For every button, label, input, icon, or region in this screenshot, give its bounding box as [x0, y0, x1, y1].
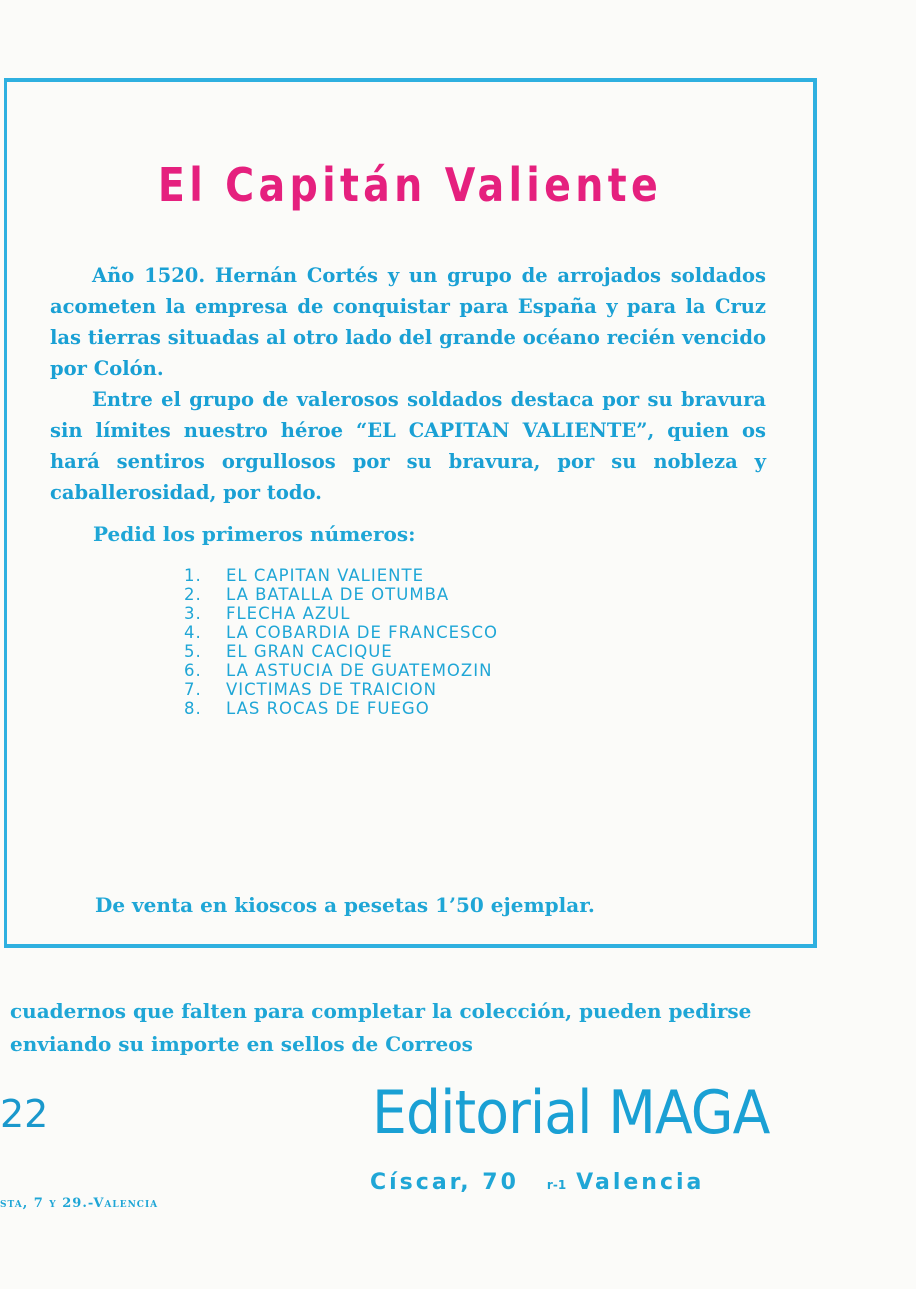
issue-title: VICTIMAS DE TRAICION: [226, 680, 437, 699]
printer-address: sta, 7 y 29.-Valencia: [0, 1196, 159, 1211]
order-heading: Pedid los primeros números:: [93, 522, 416, 546]
publisher-address: [370, 1170, 704, 1195]
issue-title: EL CAPITAN VALIENTE: [226, 566, 425, 585]
issue-number: 22: [0, 1092, 49, 1136]
issue-title: LA COBARDIA DE FRANCESCO: [226, 623, 499, 642]
issue-title: FLECHA AZUL: [226, 604, 351, 623]
issue-list-item: [184, 699, 498, 718]
publisher-city: Valencia: [576, 1170, 705, 1195]
issue-title: LA BATALLA DE OTUMBA: [226, 585, 450, 604]
sale-price-text: De venta en kioscos a pesetas 1’50 ejemplar.: [95, 893, 595, 917]
issue-index: 2.: [184, 585, 202, 604]
note-line-2: enviando su importe en sellos de Correos: [10, 1032, 473, 1056]
note-line-1: cuadernos que falten para completar la colección, pueden pedirse: [10, 999, 752, 1023]
issue-index: 4.: [184, 623, 202, 642]
issue-title: LA ASTUCIA DE GUATEMOZIN: [226, 661, 493, 680]
issue-list-item: [184, 585, 498, 604]
issue-list: [184, 566, 498, 718]
issue-index: 8.: [184, 699, 202, 718]
issue-title: LAS ROCAS DE FUEGO: [226, 699, 430, 718]
issue-index: 7.: [184, 680, 202, 699]
issue-list-item: [184, 680, 498, 699]
synopsis-paragraph-1: Año 1520. Hernán Cortés y un grupo de arrojados soldados acometen la empresa de conquistar para España y para la Cruz las tierras situadas al otro lado del grande océano recién vencido por Colón.: [50, 264, 766, 380]
issue-list-item: [184, 566, 498, 585]
back-issues-note: [10, 995, 830, 1061]
synopsis: [50, 260, 766, 508]
issue-list-item: [184, 623, 498, 642]
issue-title: EL GRAN CACIQUE: [226, 642, 393, 661]
issue-list-item: [184, 604, 498, 623]
issue-index: 3.: [184, 604, 202, 623]
publisher-street: Císcar, 70: [370, 1170, 519, 1195]
issue-index: 6.: [184, 661, 202, 680]
publisher-code: r-1: [546, 1178, 567, 1192]
publisher-name: Editorial MAGA: [372, 1078, 770, 1148]
synopsis-paragraph-2: Entre el grupo de valerosos soldados destaca por su bravura sin límites nuestro héroe “EL CAPITAN VALIENTE”, quien os hará sentiros orgullosos por su bravura, por su nobleza y caballerosidad, por todo.: [50, 388, 766, 504]
ad-title: El Capitán Valiente: [157, 158, 663, 212]
issue-index: 5.: [184, 642, 202, 661]
issue-list-item: [184, 661, 498, 680]
issue-list-item: [184, 642, 498, 661]
issue-index: 1.: [184, 566, 202, 585]
